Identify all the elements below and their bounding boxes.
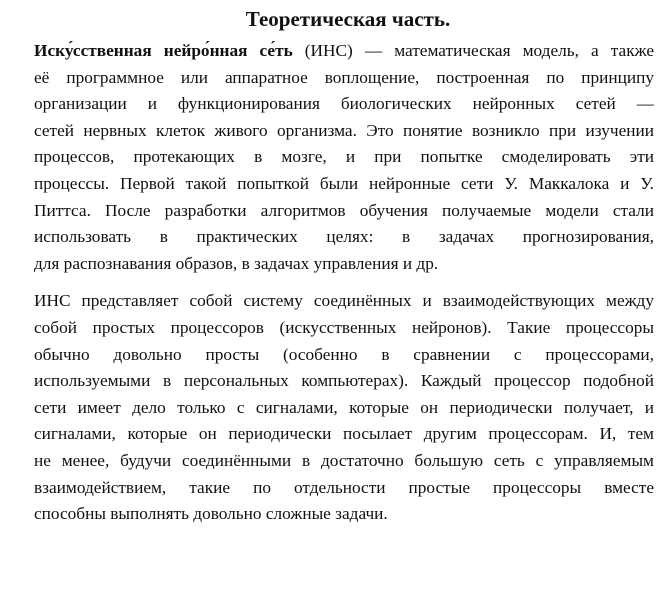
paragraph-1 — [34, 38, 654, 277]
paragraph-1-line: процессов, протекающих в мозге, и при попытке смоделировать эти — [34, 147, 654, 167]
paragraph-1-line — [34, 38, 654, 65]
paragraph-1-line: использовать в практических целях: в задачах прогнозирования, — [34, 227, 654, 247]
paragraph-2-line: обычно довольно просты (особенно в сравнении с процессорами, — [34, 344, 654, 364]
paragraph-1-line: процессы. Первой такой попыткой были нейронные сети У. Маккалока и У. — [34, 173, 654, 193]
paragraph-1-line-1-text: (ИНС) — математическая модель, а также — [292, 41, 654, 60]
paragraph-1-line: сетей нервных клеток живого организма. Это понятие возникло при изучении — [34, 120, 654, 140]
paragraph-1-line: Питтса. После разработки алгоритмов обучения получаемые модели стали — [34, 200, 654, 220]
document-title: Теоретическая часть. — [245, 7, 451, 31]
paragraph-2-line: взаимодействием, такие по отдельности простые процессоры вместе — [34, 477, 654, 497]
paragraph-1-line: организации и функционирования биологических нейронных сетей — — [34, 94, 654, 114]
paragraph-2-line: ИНС представляет собой систему соединённых и взаимодействующих между — [34, 291, 654, 311]
paragraph-2-line: используемыми в персональных компьютерах). Каждый процессор подобной — [34, 371, 654, 391]
paragraph-1-line: для распознавания образов, в задачах управления и др. — [34, 253, 439, 273]
paragraph-2-line: собой простых процессоров (искусственных нейронов). Такие процессоры — [34, 317, 654, 337]
paragraph-1-term: Иску́сственная нейро́нная се́ть — [34, 41, 293, 60]
paragraph-2-line: сети имеет дело только с сигналами, которые он периодически получает, и — [34, 397, 654, 417]
paragraph-2-line: способны выполнять довольно сложные задачи. — [34, 504, 388, 524]
paragraph-2 — [34, 288, 654, 527]
paragraph-2-line: не менее, будучи соединёнными в достаточно большую сеть с управляемым — [34, 450, 654, 470]
paragraph-1-line: её программное или аппаратное воплощение, построенная по принципу — [34, 67, 654, 87]
paragraph-2-line: сигналами, которые он периодически посылает другим процессорам. И, тем — [34, 424, 654, 444]
